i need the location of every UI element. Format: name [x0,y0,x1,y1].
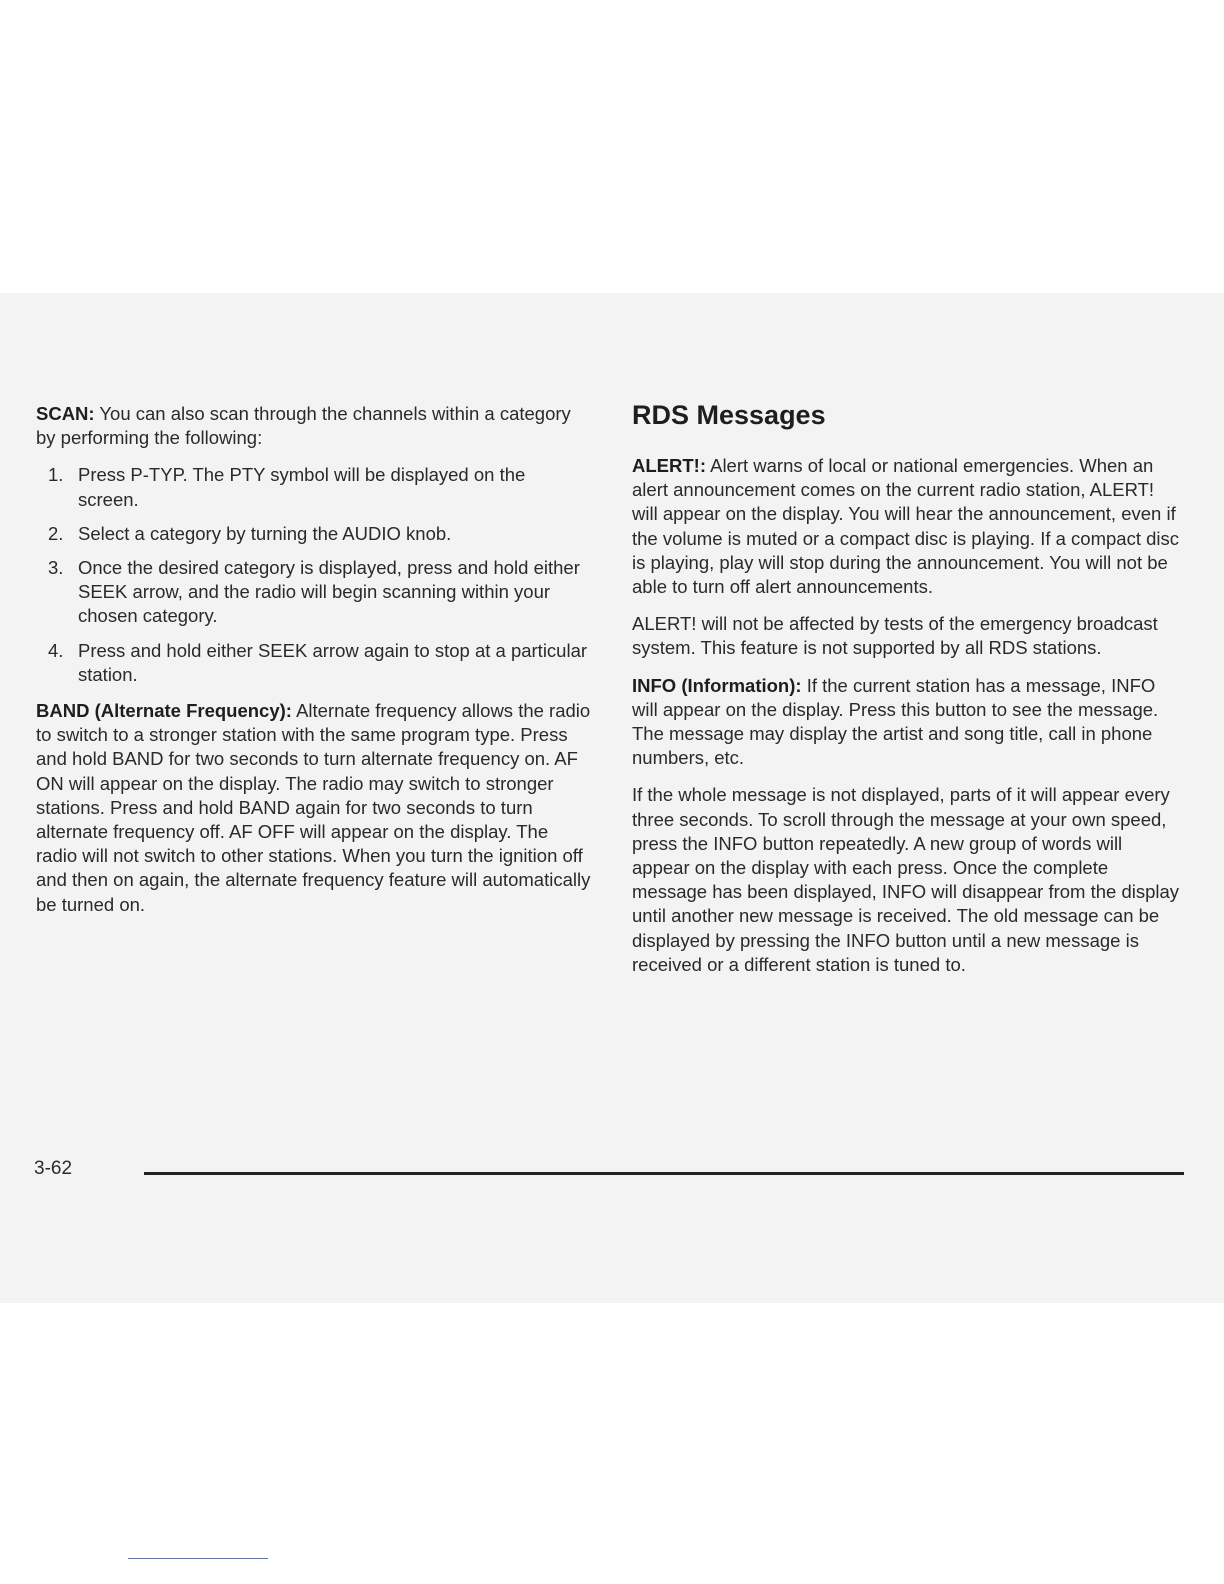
scan-paragraph [36,402,591,450]
list-item [36,522,591,546]
list-item [36,639,591,687]
step-number: 1. [48,464,64,486]
right-column [632,398,1180,990]
list-item [36,463,591,511]
alert-lead: ALERT!: [632,455,706,476]
section-heading: RDS Messages [632,400,826,430]
alert-paragraph [632,454,1180,599]
step-text: Select a category by turning the AUDIO knob. [78,522,452,544]
step-number: 2. [48,522,64,544]
info-paragraph [632,674,1180,771]
step-number: 4. [48,639,64,661]
scan-text: You can also scan through the channels within a category by performing the following: [36,403,571,449]
list-item [36,556,591,629]
band-lead: BAND (Alternate Frequency): [36,700,292,722]
info-text: If the current station has a message, INFO will appear on the display. Press this button to see the message. The message may display the artist and song title, call in phone numbers, etc. [632,674,1159,769]
left-column [36,402,591,930]
info-lead: INFO (Information): [632,674,802,696]
footer-rule [144,1172,1184,1175]
alert-text: Alert warns of local or national emergencies. When an alert announcement comes on the current radio station, ALERT! will appear on the display. You will hear the announcement, even if the volume is muted or a compact disc is playing. If a compact disc is playing, play will stop during the announcement. You will not be able to turn off alert announcements. [632,455,1180,598]
footer-link-underline [128,1558,268,1559]
scan-steps-list [36,463,591,687]
band-text: Alternate frequency allows the radio to switch to a stronger station with the same program type. Press and hold BAND for two seconds to turn alternate frequency on. AF ON will appear on the display. The radio may switch to stronger stations. Press and hold BAND again for two seconds to turn alternate frequency off. AF OFF will appear on the display. The radio will not switch to other stations. When you turn the ignition off and then on again, the alternate frequency feature will automatically be turned on. [36,700,591,915]
step-number: 3. [48,557,64,579]
step-text: Press P-TYP. The PTY symbol will be displayed on the screen. [78,464,526,510]
info-note-paragraph: If the whole message is not displayed, parts of it will appear every three seconds. To scroll through the message at your own speed, press the INFO button repeatedly. A new group of words will appear on the display with each press. Once the complete message has been displayed, INFO will disappear from the display until another new message is received. The old message can be displayed by pressing the INFO button until a new message is received or a different station is tuned to. [632,784,1180,975]
scan-lead: SCAN: [36,403,95,424]
alert-note-paragraph: ALERT! will not be affected by tests of the emergency broadcast system. This feature is not supported by all RDS stations. [632,613,1158,659]
step-text: Once the desired category is displayed, press and hold either SEEK arrow, and the radio will begin scanning within your chosen category. [78,557,580,627]
band-paragraph [36,699,591,917]
page-number: 3-62 [34,1158,73,1179]
step-text: Press and hold either SEEK arrow again to stop at a particular station. [78,639,588,685]
